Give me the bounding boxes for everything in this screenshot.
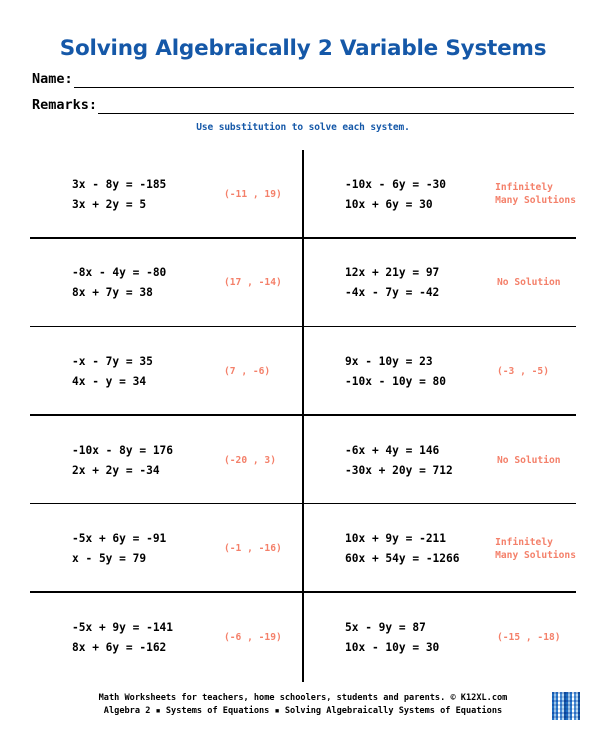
remarks-field-row bbox=[32, 92, 574, 114]
equation-line: 2x + 2y = -34 bbox=[72, 463, 160, 477]
answer-text bbox=[497, 365, 549, 378]
problem-cell bbox=[303, 327, 576, 416]
equation-line: 10x + 6y = 30 bbox=[345, 197, 433, 211]
problem-cell bbox=[303, 504, 576, 593]
equation-line: 5x - 9y = 87 bbox=[345, 620, 426, 634]
problem-row bbox=[30, 239, 576, 328]
equation-group bbox=[345, 621, 485, 654]
problem-cell bbox=[30, 504, 303, 593]
footer bbox=[0, 692, 606, 718]
answer-line: (17 , -14) bbox=[224, 277, 282, 289]
remarks-label: Remarks: bbox=[32, 97, 98, 113]
equation-line: -5x + 9y = -141 bbox=[72, 620, 174, 634]
equation-line: -10x - 10y = 80 bbox=[345, 374, 447, 388]
equation-line: -x - 7y = 35 bbox=[72, 354, 153, 368]
equation-line: 10x - 10y = 30 bbox=[345, 640, 440, 654]
equation-line: x - 5y = 79 bbox=[72, 552, 147, 566]
qr-code-icon[interactable] bbox=[552, 692, 580, 720]
answer-text bbox=[497, 631, 561, 644]
equation-line: -10x - 6y = -30 bbox=[345, 177, 447, 191]
equation-line: -4x - 7y = -42 bbox=[345, 286, 440, 300]
equation-group bbox=[72, 621, 212, 654]
answer-text bbox=[497, 454, 561, 467]
equation-group bbox=[72, 178, 212, 211]
answer-text bbox=[224, 542, 282, 555]
equation-line: 8x + 6y = -162 bbox=[72, 640, 167, 654]
answer-text bbox=[224, 454, 276, 467]
footer-topic: Algebra 2 ▪ Systems of Equations ▪ Solving Algebraically Systems of Equations bbox=[103, 706, 503, 716]
problem-cell bbox=[303, 416, 576, 505]
equation-line: 4x - y = 34 bbox=[72, 374, 147, 388]
equation-line: -30x + 20y = 712 bbox=[345, 463, 453, 477]
equation-line: 3x - 8y = -185 bbox=[72, 177, 167, 191]
answer-line: Many Solutions bbox=[495, 549, 576, 561]
answer-text bbox=[495, 181, 576, 207]
problem-cell bbox=[303, 150, 576, 239]
equation-line: 60x + 54y = -1266 bbox=[345, 552, 460, 566]
equation-line: 10x + 9y = -211 bbox=[345, 532, 447, 546]
problem-row bbox=[30, 416, 576, 505]
equation-group bbox=[345, 266, 485, 299]
remarks-input-line[interactable] bbox=[98, 98, 574, 114]
problem-cell bbox=[303, 239, 576, 328]
answer-text bbox=[224, 188, 282, 201]
equation-line: -6x + 4y = 146 bbox=[345, 443, 440, 457]
equation-group bbox=[345, 444, 485, 477]
answer-text bbox=[224, 631, 282, 644]
equation-group bbox=[72, 266, 212, 299]
equation-group bbox=[72, 444, 212, 477]
answer-line: (-20 , 3) bbox=[224, 454, 276, 466]
equation-line: 8x + 7y = 38 bbox=[72, 286, 153, 300]
instruction-text: Use substitution to solve each system. bbox=[196, 122, 410, 133]
answer-line: (-6 , -19) bbox=[224, 631, 282, 643]
problem-cell bbox=[303, 593, 576, 682]
equation-group bbox=[72, 532, 212, 565]
equation-line: 3x + 2y = 5 bbox=[72, 197, 147, 211]
equation-line: -8x - 4y = -80 bbox=[72, 266, 167, 280]
problem-row bbox=[30, 327, 576, 416]
name-input-line[interactable] bbox=[74, 72, 574, 88]
equation-line: 9x - 10y = 23 bbox=[345, 354, 433, 368]
equation-line: 12x + 21y = 97 bbox=[345, 266, 440, 280]
problem-cell bbox=[30, 327, 303, 416]
problem-cell bbox=[30, 239, 303, 328]
equation-group bbox=[72, 355, 212, 388]
answer-line: (-1 , -16) bbox=[224, 543, 282, 555]
equation-group bbox=[345, 355, 485, 388]
answer-text bbox=[495, 536, 576, 562]
answer-line: (7 , -6) bbox=[224, 365, 271, 377]
answer-line: Many Solutions bbox=[495, 195, 576, 207]
footer-credit: Math Worksheets for teachers, home schoolers, students and parents. © K12XL.com bbox=[98, 693, 508, 703]
problem-cell bbox=[30, 593, 303, 682]
answer-text bbox=[224, 276, 282, 289]
page-title: Solving Algebraically 2 Variable Systems bbox=[59, 36, 547, 61]
answer-text bbox=[224, 365, 270, 378]
problem-cell bbox=[30, 150, 303, 239]
answer-line: Infinitely bbox=[495, 182, 553, 194]
problem-row bbox=[30, 150, 576, 239]
equation-line: -5x + 6y = -91 bbox=[72, 532, 167, 546]
answer-line: Infinitely bbox=[495, 536, 553, 548]
answer-line: No Solution bbox=[497, 454, 561, 466]
name-field-row bbox=[32, 66, 574, 88]
equation-group bbox=[345, 178, 483, 211]
answer-line: (-11 , 19) bbox=[224, 188, 282, 200]
answer-line: (-15 , -18) bbox=[497, 631, 561, 643]
equation-group bbox=[345, 532, 483, 565]
answer-text bbox=[497, 276, 561, 289]
equation-line: -10x - 8y = 176 bbox=[72, 443, 174, 457]
name-label: Name: bbox=[32, 71, 73, 87]
answer-line: No Solution bbox=[497, 277, 561, 289]
answer-line: (-3 , -5) bbox=[497, 365, 549, 377]
problem-cell bbox=[30, 416, 303, 505]
problem-row bbox=[30, 593, 576, 682]
problem-row bbox=[30, 504, 576, 593]
problem-grid bbox=[30, 150, 576, 682]
